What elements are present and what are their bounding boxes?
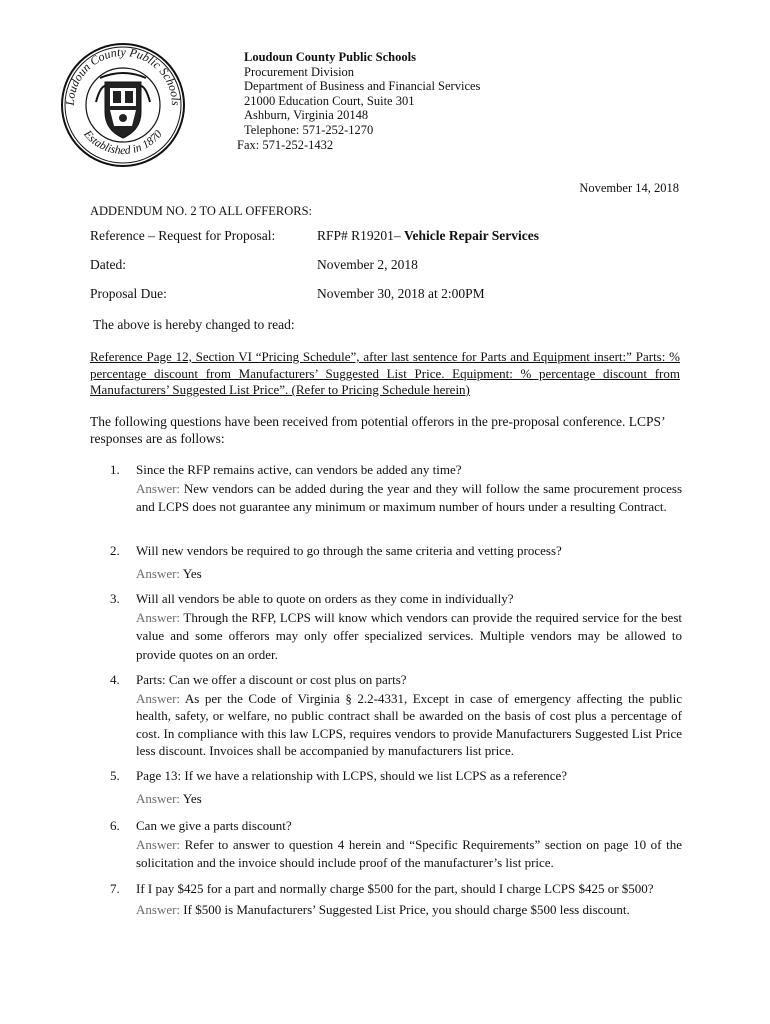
intro-paragraph: The following questions have been received from potential offerors in the pre-proposal conference. LCPS’ responses are as follows: [90, 414, 665, 446]
org-name: Loudoun County Public Schools [244, 50, 416, 64]
fax: Fax: 571-252-1432 [237, 137, 334, 152]
change-reference-text: Reference Page 12, Section VI “Pricing Schedule”, after last sentence for Parts and Equipment insert:” Parts: % percentage discount from Manufacturers’ Suggested List Price. Equipment: % percentage discount from Manufacturers’ Suggested List Price”. (Refer to Pricing Schedule herein) [90, 349, 680, 397]
question-text: Parts: Can we offer a discount or cost plus on parts? [136, 672, 407, 687]
answer [136, 480, 682, 517]
dated-value: November 2, 2018 [317, 257, 418, 272]
answer-text: Yes [182, 565, 202, 581]
department: Department of Business and Financial Services [244, 79, 481, 94]
answer-label: Answer: [136, 480, 181, 496]
document-date: November 14, 2018 [579, 181, 679, 195]
changed-statement: The above is hereby changed to read: [93, 317, 295, 332]
qa-number: 7. [110, 881, 120, 896]
question-text: Can we give a parts discount? [136, 818, 292, 833]
qa-item-7 [110, 880, 682, 919]
answer-label: Answer: [136, 790, 181, 806]
answer [136, 609, 682, 665]
qa-number: 6. [110, 818, 120, 833]
answer-label: Answer: [136, 901, 181, 917]
addendum-title: ADDENDUM NO. 2 TO ALL OFFERORS: [90, 204, 313, 218]
qa-number: 2. [110, 543, 120, 558]
answer [136, 565, 682, 584]
answer-text: New vendors can be added during the year and they will follow the same procurement process and LCPS does not guarantee any minimum or maximum number of hours under a resulting Contract. [136, 480, 682, 514]
answer-label: Answer: [136, 836, 181, 852]
qa-number: 4. [110, 672, 120, 687]
qa-item-6 [110, 817, 682, 873]
question-text: Will all vendors be able to quote on orders as they come in individually? [136, 591, 514, 606]
proposal-due-label: Proposal Due: [90, 286, 167, 301]
question-text: Page 13: If we have a relationship with LCPS, should we list LCPS as a reference? [136, 768, 568, 783]
answer-text: Yes [182, 790, 202, 806]
rfp-number: RFP# R19201– [317, 228, 401, 243]
seal-crest-icon [96, 73, 150, 138]
qa-item-5 [110, 767, 682, 808]
answer [136, 790, 682, 809]
seal-ring-text: Loudoun County Public Schools [62, 44, 184, 106]
reference-value [317, 228, 539, 244]
answer-label: Answer: [136, 565, 181, 581]
qa-item-1 [110, 461, 682, 517]
school-seal-logo [60, 42, 186, 168]
dated-label: Dated: [90, 257, 126, 272]
address-line-1: 21000 Education Court, Suite 301 [244, 93, 415, 108]
answer-text: Refer to answer to question 4 herein and “Specific Requirements” section on page 10 of the solicitation and the invoice should include proof of the manufacturer’s list price. [136, 836, 683, 870]
qa-number: 3. [110, 591, 120, 606]
answer-text: Through the RFP, LCPS will know which vendors can provide the required service for the best value and some offerors may only offer specialized services. Multiple vendors may be allowed to provide quotes on an order. [136, 609, 682, 662]
qa-item-3 [110, 590, 682, 664]
answer-label: Answer: [136, 690, 181, 706]
question-text: If I pay $425 for a part and normally charge $500 for the part, should I charge LCPS $425 or $500? [136, 881, 654, 896]
proposal-due-value: November 30, 2018 at 2:00PM [317, 286, 485, 301]
question-text: Will new vendors be required to go through the same criteria and vetting process? [136, 543, 562, 558]
qa-item-2 [110, 542, 682, 583]
telephone: Telephone: 571-252-1270 [244, 122, 374, 137]
qa-number: 1. [110, 462, 120, 477]
letterhead [237, 50, 480, 152]
qa-item-4 [110, 671, 682, 760]
qa-number: 5. [110, 768, 120, 783]
answer-text: As per the Code of Virginia § 2.2-4331, Except in case of emergency affecting the public health, safety, or welfare, no public contract shall be awarded on the basis of cost plus a percentage of cost. In compliance with this law LCPS, requires vendors to provide Manufacturers Suggested List Price less discount. Invoices shall be accompanied by manufacturers list price. [136, 690, 682, 758]
address-line-2: Ashburn, Virginia 20148 [244, 108, 369, 123]
answer [136, 836, 682, 873]
question-text: Since the RFP remains active, can vendors be added any time? [136, 462, 462, 477]
answer-text: If $500 is Manufacturers’ Suggested List Price, you should charge $500 less discount. [183, 901, 630, 917]
answer-label: Answer: [136, 609, 181, 625]
reference-label: Reference – Request for Proposal: [90, 228, 276, 243]
answer [136, 901, 682, 920]
seal-established-text: Established in 1870 [81, 128, 165, 158]
rfp-title: Vehicle Repair Services [404, 228, 540, 243]
answer [136, 690, 682, 760]
division: Procurement Division [244, 64, 355, 79]
